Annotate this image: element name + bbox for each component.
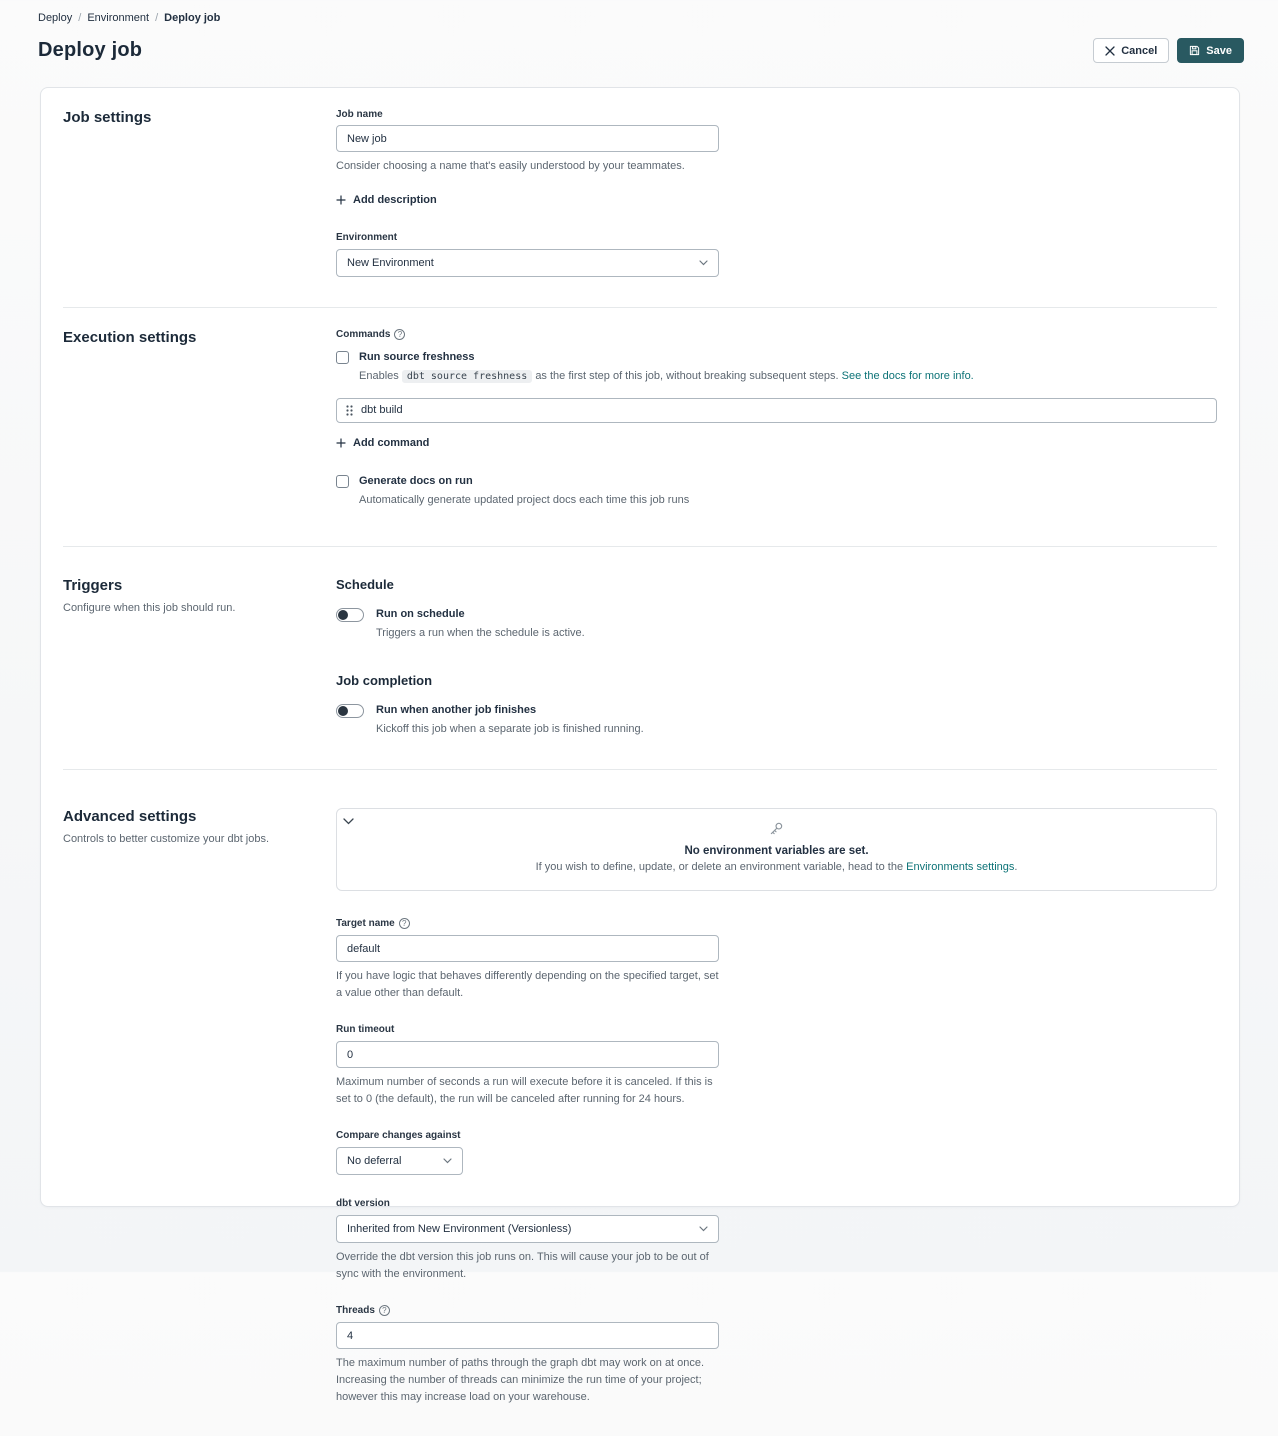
top-bar [0, 0, 1278, 63]
threads-label-row [336, 1305, 1217, 1316]
dbt-version-select-value: Inherited from New Environment (Versionless) [347, 1223, 572, 1236]
run-timeout-input[interactable]: 0 [336, 1041, 719, 1068]
generate-docs-row [336, 475, 1217, 509]
run-timeout-label: Run timeout [336, 1024, 395, 1036]
add-command-label: Add command [353, 436, 430, 449]
run-source-freshness-label: Run source freshness [359, 351, 475, 364]
triggers-heading: Triggers [63, 577, 123, 595]
job-settings-heading: Job settings [63, 109, 152, 126]
page-title: Deploy job [38, 39, 143, 61]
threads-label: Threads [336, 1305, 375, 1317]
dbt-version-label: dbt version [336, 1198, 390, 1210]
generate-docs-label: Generate docs on run [359, 474, 473, 487]
run-when-job-finishes-toggle[interactable] [336, 704, 364, 718]
dbt-version-helper: Override the dbt version this job runs on. This will cause your job to be out of sync with the environment. [336, 1251, 709, 1281]
save-button-label: Save [1206, 44, 1232, 57]
target-name-help-icon[interactable]: ? [399, 918, 410, 929]
env-vars-empty-state [336, 808, 1217, 891]
section-advanced-settings [63, 769, 1217, 1436]
deploy-job-form-card [40, 87, 1240, 1404]
target-name-label: Target name [336, 918, 395, 930]
section-triggers [63, 546, 1217, 769]
schedule-heading: Schedule [336, 577, 394, 593]
breadcrumb-separator: / [78, 12, 82, 24]
run-when-job-finishes-row [336, 704, 1217, 738]
environment-select-value: New Environment [347, 257, 434, 270]
run-timeout-helper: Maximum number of seconds a run will execute before it is canceled. If this is set to 0 (the default), the run will be canceled after running for 24 hours. [336, 1076, 713, 1106]
run-source-freshness-checkbox[interactable] [336, 351, 349, 364]
section-execution-settings [63, 307, 1217, 546]
run-source-freshness-row [336, 351, 1217, 385]
triggers-subheading: Configure when this job should run. [63, 602, 236, 615]
threads-helper: The maximum number of paths through the graph dbt may work on at once. Increasing the number of threads can minimize the run time of your project; however this may increase load on your warehouse. [336, 1357, 705, 1404]
target-name-input[interactable]: default [336, 935, 719, 962]
chevron-down-icon [699, 260, 708, 266]
advanced-settings-heading: Advanced settings [63, 808, 197, 826]
chevron-down-icon [443, 1158, 452, 1164]
cancel-button[interactable] [1093, 38, 1169, 63]
section-job-settings [63, 88, 1217, 307]
add-description-label: Add description [353, 194, 437, 207]
dbt-source-freshness-code: dbt source freshness [402, 370, 532, 383]
add-description-button[interactable] [336, 194, 437, 206]
target-name-helper: If you have logic that behaves differently depending on the specified target, set a value other than default. [336, 970, 719, 1000]
job-name-label: Job name [336, 109, 383, 120]
environment-label: Environment [336, 232, 398, 244]
freshness-docs-link[interactable]: See the docs for more info. [841, 370, 974, 383]
breadcrumb-separator: / [155, 12, 159, 24]
run-source-freshness-helper: Enables dbt source freshness as the first step of this job, without breaking subsequent steps. See the docs for more info. [359, 370, 974, 383]
run-when-job-finishes-label: Run when another job finishes [376, 703, 537, 716]
commands-label-row [336, 329, 1217, 340]
environment-select[interactable] [336, 249, 719, 277]
save-button[interactable] [1177, 38, 1244, 63]
target-name-label-row [336, 918, 1217, 929]
threads-help-icon[interactable]: ? [379, 1305, 390, 1316]
command-row[interactable] [336, 398, 1217, 423]
run-when-job-finishes-helper: Kickoff this job when a separate job is finished running. [376, 722, 644, 735]
generate-docs-helper: Automatically generate updated project docs each time this job runs [359, 493, 690, 506]
command-value: dbt build [361, 404, 403, 417]
dbt-version-select[interactable] [336, 1215, 719, 1243]
breadcrumb-deploy-job: Deploy job [164, 12, 221, 24]
env-vars-title: No environment variables are set. [684, 845, 869, 858]
compare-changes-select-value: No deferral [347, 1155, 402, 1168]
threads-input[interactable]: 4 [336, 1322, 719, 1349]
plus-icon [336, 438, 346, 448]
breadcrumb-environment[interactable]: Environment [87, 12, 150, 24]
execution-settings-heading: Execution settings [63, 329, 197, 347]
advanced-settings-subheading: Controls to better customize your dbt jobs. [63, 833, 270, 846]
compare-changes-label: Compare changes against [336, 1130, 461, 1142]
run-on-schedule-helper: Triggers a run when the schedule is active. [376, 627, 585, 640]
compare-changes-select[interactable] [336, 1147, 463, 1175]
breadcrumb-deploy[interactable]: Deploy [38, 12, 73, 24]
job-name-input[interactable]: New job [336, 125, 719, 152]
job-completion-heading: Job completion [336, 672, 433, 688]
run-on-schedule-toggle[interactable] [336, 608, 364, 622]
collapse-chevron-icon[interactable] [343, 818, 354, 825]
add-command-button[interactable] [336, 437, 429, 449]
key-icon [769, 821, 784, 836]
run-on-schedule-row [336, 608, 1217, 642]
env-vars-helper: If you wish to define, update, or delete an environment variable, head to the Environments settings. [535, 861, 1018, 874]
generate-docs-checkbox[interactable] [336, 475, 349, 488]
breadcrumb [38, 12, 1240, 24]
cancel-button-label: Cancel [1121, 44, 1158, 57]
environments-settings-link[interactable]: Environments settings [906, 861, 1015, 874]
chevron-down-icon [699, 1226, 708, 1232]
plus-icon [336, 195, 346, 205]
close-icon [1105, 46, 1115, 56]
job-name-helper: Consider choosing a name that's easily understood by your teammates. [336, 160, 685, 172]
run-on-schedule-label: Run on schedule [376, 608, 465, 621]
commands-help-icon[interactable]: ? [394, 329, 405, 340]
drag-handle-icon[interactable] [346, 405, 353, 416]
save-icon [1189, 45, 1200, 56]
commands-label: Commands [336, 329, 391, 341]
